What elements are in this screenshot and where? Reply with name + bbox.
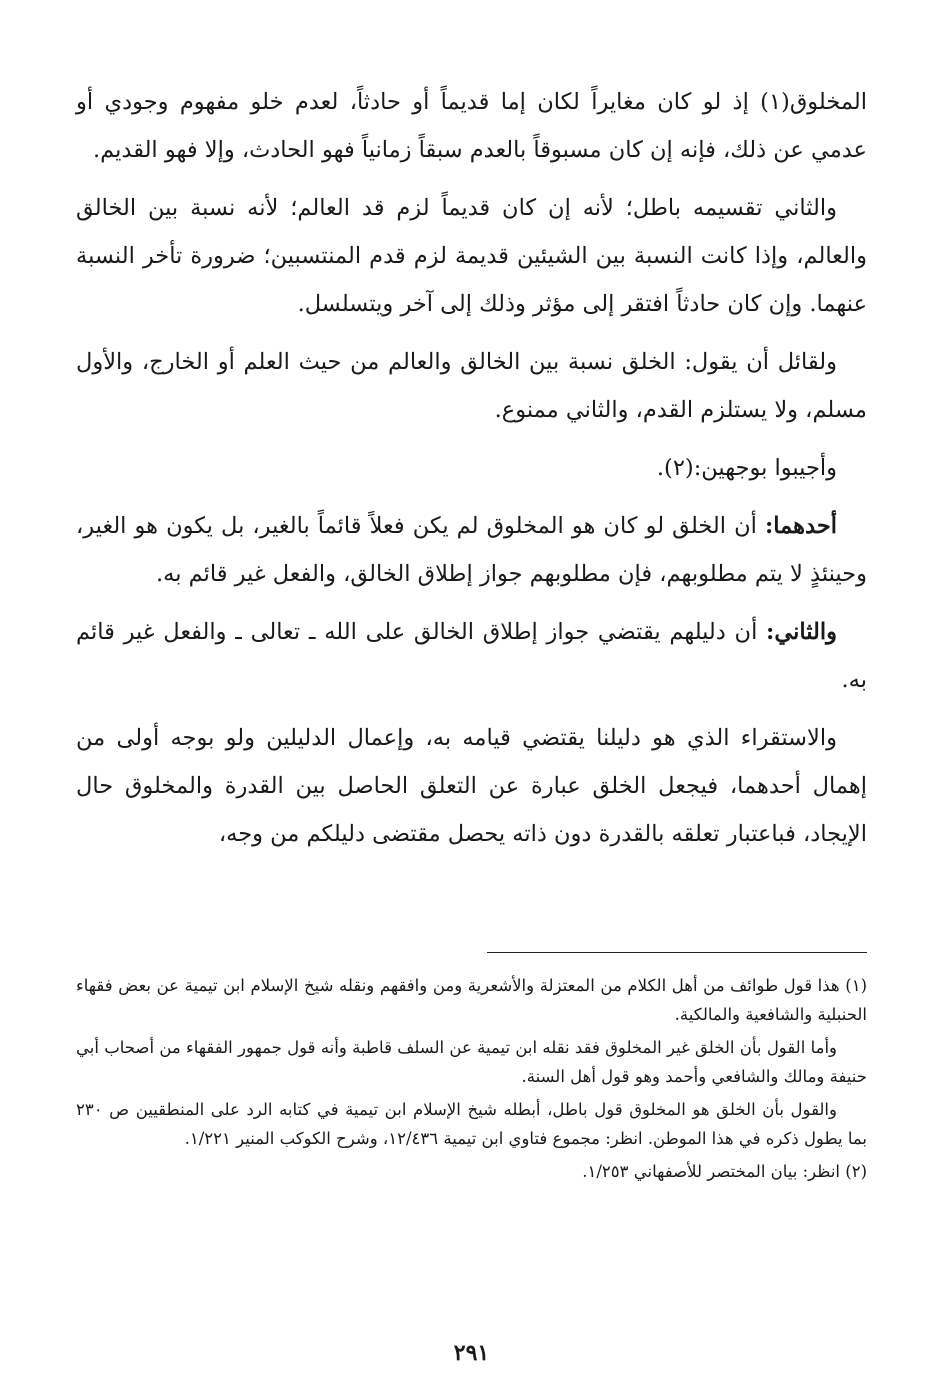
footnote-divider bbox=[487, 952, 867, 953]
paragraph-7: والاستقراء الذي هو دليلنا يقتضي قيامه به، وإعمال الدليلين ولو بوجه أولى من إهمال أحدهما، فيجعل الخلق عبارة عن التعلق الحاصل بين القدرة والمخلوق حال الإيجاد، فباعتبار تعلقه بالقدرة دون ذاته يحصل مقتضى دليلكم من وجه، bbox=[76, 725, 867, 847]
paragraph-2: والثاني تقسيمه باطل؛ لأنه إن كان قديماً لزم قد العالم؛ لأنه نسبة بين الخالق والعالم، وإذا كانت النسبة بين الشيئين قديمة لزم قدم المنتسبين؛ ضرورة تأخر النسبة عنهما. وإن كان حادثاً افتقر إلى مؤثر وذلك إلى آخر ويتسلسل. bbox=[76, 195, 867, 317]
paragraph-4: وأجيبوا بوجهين:(٢). bbox=[656, 455, 837, 481]
footnote-2: (٢) انظر: بيان المختصر للأصفهاني ١/٢٥٣. bbox=[582, 1162, 867, 1181]
footnote-1-continued-2: والقول بأن الخلق هو المخلوق قول باطل، أبطله شيخ الإسلام ابن تيمية في كتابه الرد على المنطقيين ص ٢٣٠ بما يطول ذكره في هذا الموطن. انظر: مجموع فتاوي ابن تيمية ١٢/٤٣٦، وشرح الكوكب المنير ١/٢٢١. bbox=[76, 1100, 867, 1148]
paragraph-6-text: أن دليلهم يقتضي جواز إطلاق الخالق على الله ـ تعالى ـ والفعل غير قائم به. bbox=[76, 619, 867, 693]
paragraph-3: ولقائل أن يقول: الخلق نسبة بين الخالق والعالم من حيث العلم أو الخارج، والأول مسلم، ولا يستلزم القدم، والثاني ممنوع. bbox=[76, 349, 867, 423]
footnote-1-continued: وأما القول بأن الخلق غير المخلوق فقد نقله ابن تيمية عن السلف قاطبة وأنه قول جمهور الفقهاء من أصحاب أبي حنيفة ومالك والشافعي وأحمد وهو قول أهل السنة. bbox=[76, 1038, 867, 1086]
paragraph-1: المخلوق(١) إذ لو كان مغايراً لكان إما قديماً أو حادثاً، لعدم خلو مفهوم وجودي أو عدمي عن ذلك، فإنه إن كان مسبوقاً بالعدم سبقاً زمانياً فهو الحادث، وإلا فهو القديم. bbox=[76, 89, 867, 163]
footnotes bbox=[76, 971, 867, 1190]
document-page bbox=[76, 78, 867, 1366]
paragraph-5-label: أحدهما: bbox=[764, 513, 837, 539]
main-text bbox=[76, 78, 867, 858]
footnote-1: (١) هذا قول طوائف من أهل الكلام من المعتزلة والأشعرية ومن وافقهم ونقله شيخ الإسلام ابن تيمية عن بعض فقهاء الحنبلية والشافعية والمالكية. bbox=[76, 976, 867, 1024]
paragraph-5 bbox=[76, 502, 867, 598]
page-number: ٢٩١ bbox=[453, 1340, 490, 1366]
paragraph-6-label: والثاني: bbox=[766, 619, 837, 645]
paragraph-6 bbox=[76, 608, 867, 704]
paragraph-5-text: أن الخلق لو كان هو المخلوق لم يكن فعلاً قائماً بالغير، بل يكون هو الغير، وحينئذٍ لا يتم مطلوبهم، فإن مطلوبهم جواز إطلاق الخالق، والفعل غير قائم به. bbox=[76, 513, 867, 587]
